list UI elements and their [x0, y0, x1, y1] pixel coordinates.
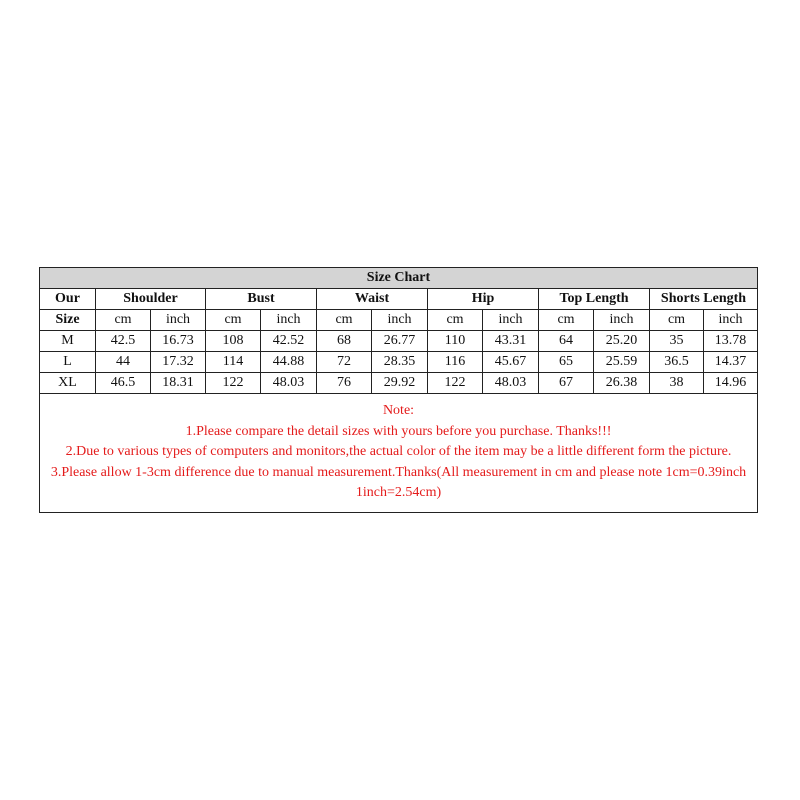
chart-title: Size Chart	[40, 268, 758, 289]
table-row	[40, 373, 758, 394]
table-cell: 76	[317, 373, 372, 394]
table-cell: 43.31	[483, 331, 539, 352]
table-cell: 48.03	[483, 373, 539, 394]
size-chart-table	[39, 267, 758, 513]
table-cell: 72	[317, 352, 372, 373]
measure-header: Shoulder	[96, 289, 206, 310]
table-cell: 122	[428, 373, 483, 394]
table-cell: 42.5	[96, 331, 151, 352]
table-cell: 67	[539, 373, 594, 394]
table-cell: 122	[206, 373, 261, 394]
table-cell: 110	[428, 331, 483, 352]
unit-header: cm	[96, 310, 151, 331]
table-row	[40, 331, 758, 352]
table-row	[40, 352, 758, 373]
table-cell: 13.78	[704, 331, 758, 352]
our-size-header-top: Our	[40, 289, 96, 310]
measure-header: Waist	[317, 289, 428, 310]
note-text: 1.Please compare the detail sizes with yours before you purchase. Thanks!!!	[185, 423, 612, 439]
table-cell: 29.92	[372, 373, 428, 394]
size-label: L	[40, 352, 96, 373]
table-cell: 68	[317, 331, 372, 352]
table-cell: 44	[96, 352, 151, 373]
note-text: 2.Due to various types of computers and monitors,the actual color of the item may be a little different form the picture.	[65, 444, 732, 459]
notes-section	[40, 394, 758, 513]
table-cell: 108	[206, 331, 261, 352]
table-cell: 38	[650, 373, 704, 394]
table-cell: 18.31	[151, 373, 206, 394]
unit-header: cm	[428, 310, 483, 331]
table-cell: 26.38	[594, 373, 650, 394]
measure-header: Bust	[206, 289, 317, 310]
note-heading: Note:	[382, 403, 415, 418]
table-cell: 46.5	[96, 373, 151, 394]
unit-header: cm	[650, 310, 704, 331]
unit-header: inch	[594, 310, 650, 331]
size-label: XL	[40, 373, 96, 394]
table-cell: 65	[539, 352, 594, 373]
unit-header: inch	[483, 310, 539, 331]
table-cell: 25.59	[594, 352, 650, 373]
table-cell: 16.73	[151, 331, 206, 352]
our-size-header-bottom: Size	[40, 310, 96, 331]
unit-header: cm	[206, 310, 261, 331]
table-cell: 42.52	[261, 331, 317, 352]
table-cell: 48.03	[261, 373, 317, 394]
table-cell: 25.20	[594, 331, 650, 352]
table-cell: 45.67	[483, 352, 539, 373]
unit-header: inch	[261, 310, 317, 331]
table-cell: 28.35	[372, 352, 428, 373]
unit-header: cm	[317, 310, 372, 331]
table-cell: 44.88	[261, 352, 317, 373]
measure-header: Top Length	[539, 289, 650, 310]
table-cell: 36.5	[650, 352, 704, 373]
unit-header: inch	[704, 310, 758, 331]
size-label: M	[40, 331, 96, 352]
note-text: 3.Please allow 1-3cm difference due to manual measurement.Thanks(All measurement in cm and please note 1cm=0.39inch 1inch=2.54cm)	[50, 464, 747, 500]
table-cell: 64	[539, 331, 594, 352]
unit-header: cm	[539, 310, 594, 331]
table-cell: 35	[650, 331, 704, 352]
table-cell: 14.96	[704, 373, 758, 394]
table-cell: 14.37	[704, 352, 758, 373]
table-cell: 26.77	[372, 331, 428, 352]
unit-header: inch	[372, 310, 428, 331]
table-cell: 17.32	[151, 352, 206, 373]
unit-header: inch	[151, 310, 206, 331]
measure-header: Hip	[428, 289, 539, 310]
table-cell: 116	[428, 352, 483, 373]
table-cell: 114	[206, 352, 261, 373]
measure-header: Shorts Length	[650, 289, 758, 310]
